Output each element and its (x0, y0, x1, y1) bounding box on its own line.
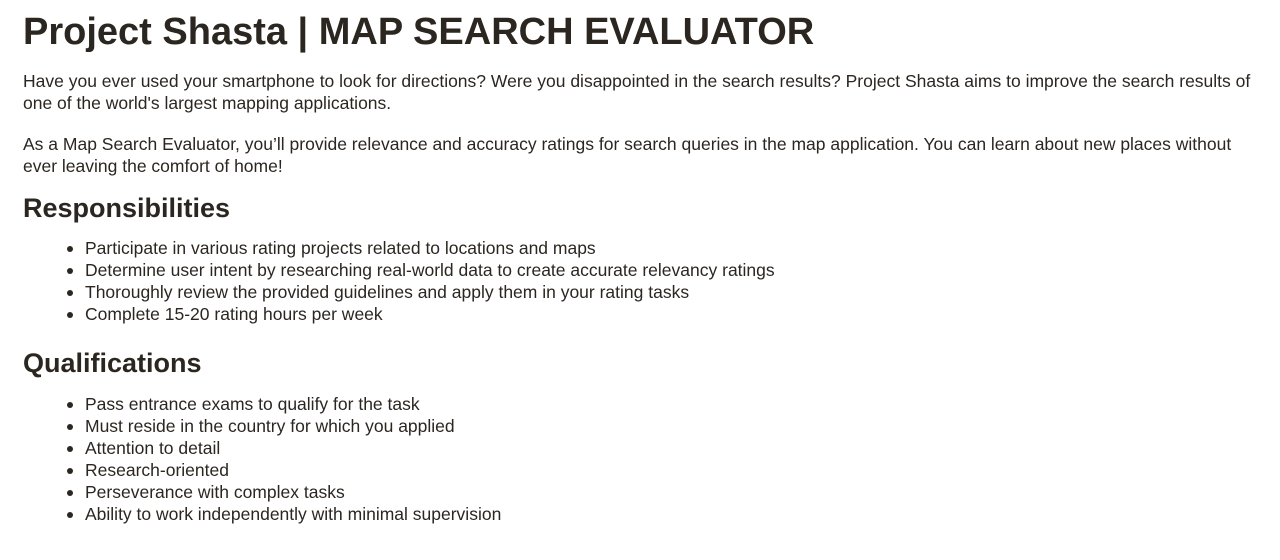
list-item: Thoroughly review the provided guidelines and apply them in your rating tasks (85, 281, 1257, 303)
intro-paragraph-1: Have you ever used your smartphone to look for directions? Were you disappointed in the search results? Project Shasta aims to improve the search results of one of the world's largest mapping applications. (23, 71, 1251, 113)
list-item: Pass entrance exams to qualify for the task (85, 393, 1257, 415)
responsibilities-list (23, 237, 1257, 325)
qualifications-list (23, 393, 1257, 525)
page-title: Project Shasta | MAP SEARCH EVALUATOR (23, 11, 815, 53)
list-item: Perseverance with complex tasks (85, 481, 1257, 503)
intro-paragraph-2: As a Map Search Evaluator, you’ll provide relevance and accuracy ratings for search queries in the map application. You can learn about new places without ever leaving the comfort of home! (23, 134, 1232, 176)
list-item: Ability to work independently with minimal supervision (85, 503, 1257, 525)
list-item: Must reside in the country for which you applied (85, 415, 1257, 437)
qualifications-heading: Qualifications (23, 348, 202, 378)
responsibilities-heading: Responsibilities (23, 193, 231, 223)
list-item: Determine user intent by researching real-world data to create accurate relevancy ratings (85, 259, 1257, 281)
list-item: Attention to detail (85, 437, 1257, 459)
list-item: Participate in various rating projects related to locations and maps (85, 237, 1257, 259)
list-item: Research-oriented (85, 459, 1257, 481)
list-item: Complete 15-20 rating hours per week (85, 303, 1257, 325)
